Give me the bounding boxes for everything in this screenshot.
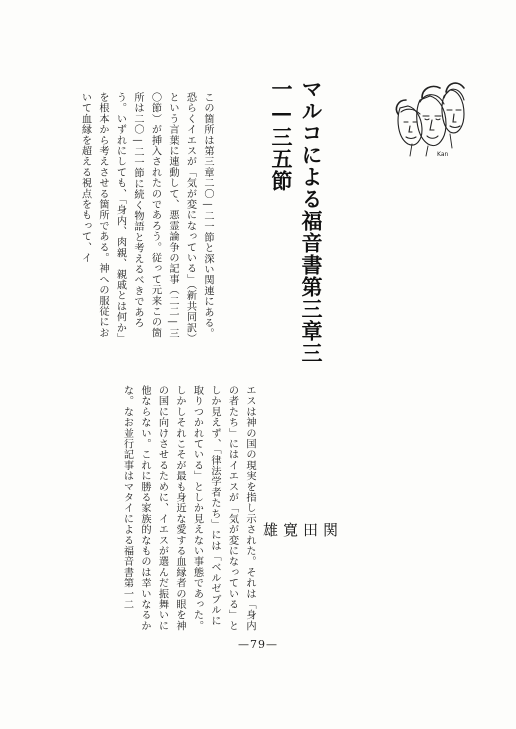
page-number: —79— <box>238 638 278 651</box>
sketch-faces-illustration <box>392 78 468 158</box>
illustration-signature: Kan <box>437 151 449 158</box>
article-title: マルコによる福音書第三章三一—三五節 <box>269 78 324 364</box>
author-name: 関 田 寛 雄 <box>261 522 339 553</box>
body-text-bottom-column: エスは神の国の現実を指し示された。それは「身内の者たち」にはイエスが「気が変になっている」としか見えず、「律法学者たち」には「ベルゼブルに取りつかれている」としか見えない事態であった。しかしそれこそが最も身近な愛する血縁者の眼を神の国に向けさせるために、イエスが選んだ振舞いに他ならない。これに勝る家族的なものは幸いなるかな。なお並行記事はマタイによる福音書第一二 <box>121 385 255 632</box>
body-text-top-column: この箇所は第三章二〇—二一節と深い関連にある。恐らくイエスが「気が変になっている」（新共同訳）という言葉に連動して、悪霊論争の記事（二二—三〇節）が挿入されたのであろう。従って元来この箇所は二〇—二一節に続く物語と考えるべきであろう。いずれにしても、「身内、肉親、親戚とは何か」を根本から考えさせる箇所である。神への服従において血縁を超える視点をもって、イ <box>79 92 213 344</box>
